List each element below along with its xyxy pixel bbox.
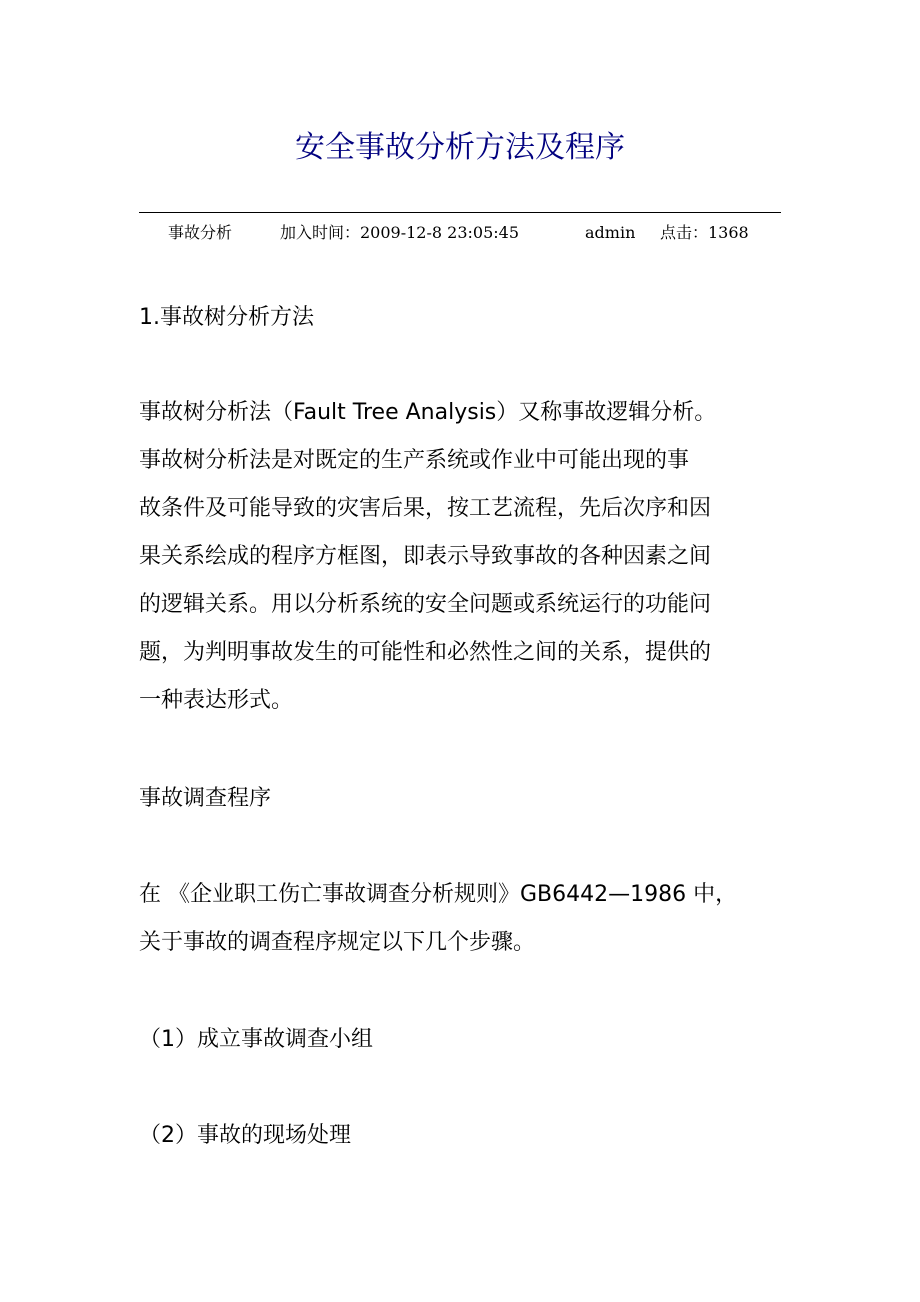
paragraph-line: 事故树分析法是对既定的生产系统或作业中可能出现的事 [139,448,690,473]
meta-category[interactable]: 事故分析 [168,223,233,242]
step-1 [139,1016,789,1064]
section-heading-fault-tree [139,294,789,342]
section-heading-investigation [139,775,789,823]
paragraph-fault-tree [139,389,789,725]
article-title: 安全事故分析方法及程序 [295,130,625,165]
step-text: （1）成立事故调查小组 [139,1027,373,1052]
section-heading-text: 事故调查程序 [139,786,272,811]
title-divider [139,212,781,213]
paragraph-line: 故条件及可能导致的灾害后果，按工艺流程，先后次序和因 [139,496,712,521]
meta-clicks: 点击：1368 [660,223,749,242]
section-heading-text: 1.事故树分析方法 [139,305,314,330]
paragraph-line: 一种表达形式。 [139,688,294,713]
paragraph-line: 在 《企业职工伤亡事故调查分析规则》GB6442—1986 中， [139,882,738,907]
paragraph-line: 事故树分析法（Fault Tree Analysis）又称事故逻辑分析。 [139,400,717,425]
paragraph-line: 果关系绘成的程序方框图，即表示导致事故的各种因素之间 [139,544,712,569]
paragraph-line: 关于事故的调查程序规定以下几个步骤。 [139,930,536,955]
step-text: （2）事故的现场处理 [139,1123,351,1148]
paragraph-line: 题，为判明事故发生的可能性和必然性之间的关系，提供的 [139,640,712,665]
step-2 [139,1112,789,1160]
paragraph-line: 的逻辑关系。用以分析系统的安全问题或系统运行的功能问 [139,592,712,617]
meta-author[interactable]: admin [585,223,636,242]
meta-added-time: 加入时间：2009-12-8 23:05:45 [280,223,520,242]
paragraph-investigation [139,871,789,967]
